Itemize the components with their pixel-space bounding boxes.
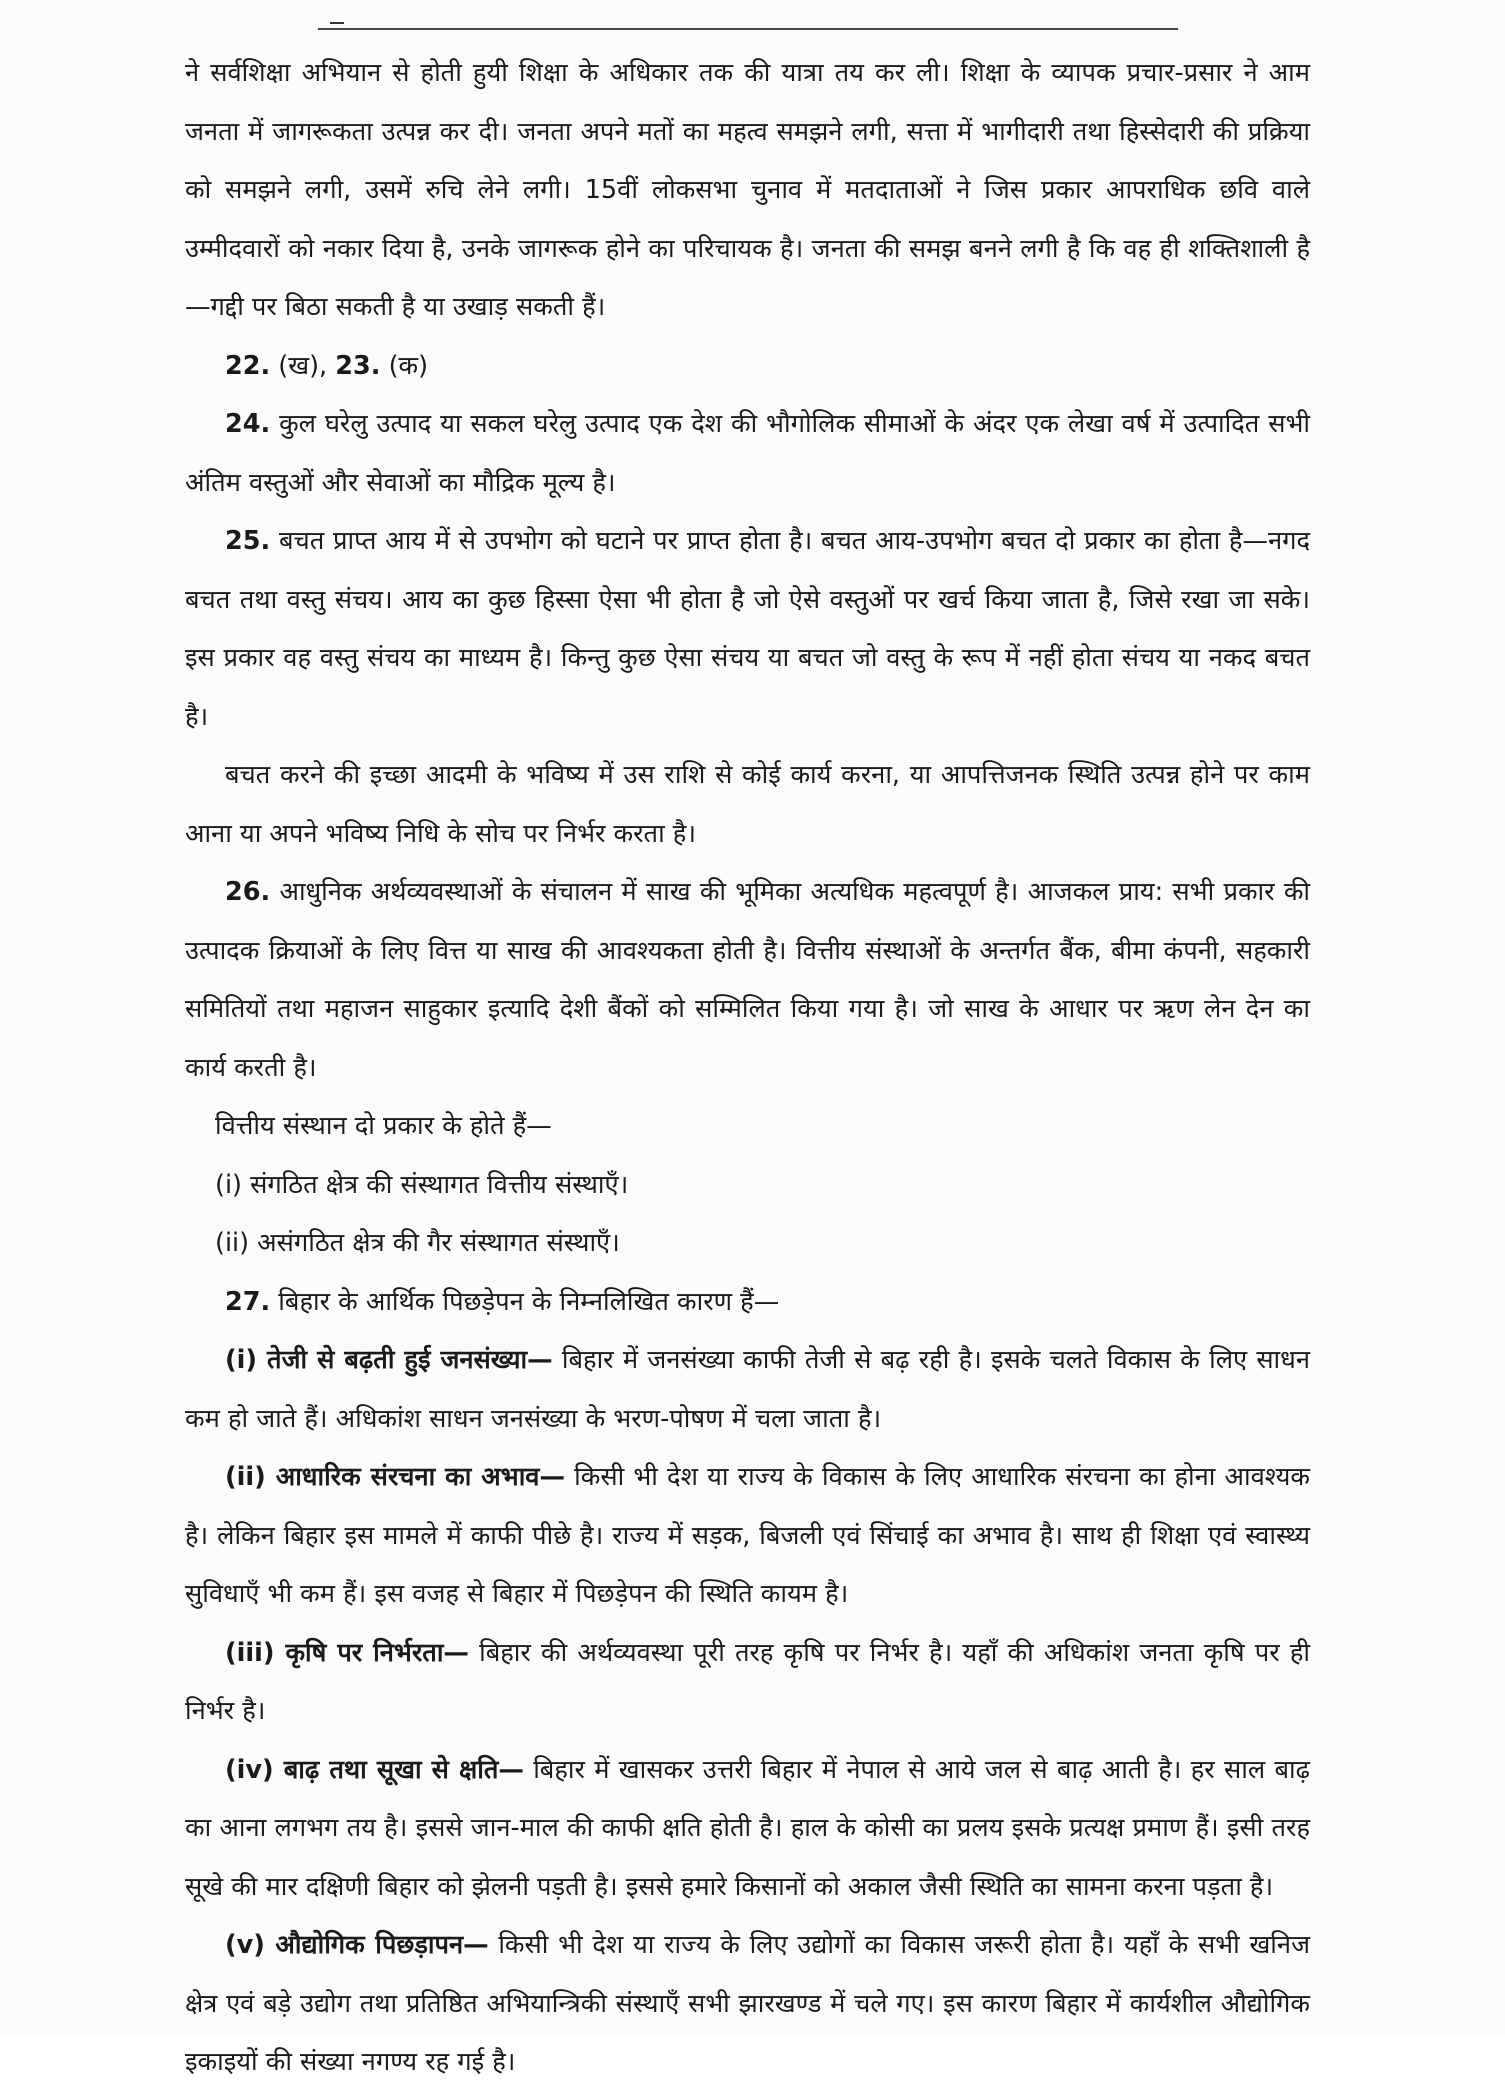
paragraph-text: आधुनिक अर्थव्यवस्थाओं के संचालन में साख की भूमिका अत्यधिक महत्वपूर्ण है। आजकल प्राय: सभी प्रकार की उत्पादक क्रियाओं के लिए वित्त या साख की आवश्यकता होती है। वित्तीय संस्थाओं के अन्तर्गत बैंक, बीमा कंपनी, सहकारी समितियों तथा महाजन साहुकार इत्यादि देशी बैंकों को सम्मिलित किया गया है। जो साख के आधार पर ऋण लेन देन का कार्य करती है। — [185, 877, 1311, 1083]
reason-population — [185, 1331, 1310, 1448]
paragraph-text: बिहार में खासकर उत्तरी बिहार में नेपाल से आये जल से बाढ़ आती है। हर साल बाढ़ का आना लगभग तय है। इससे जान-माल की काफी क्षति होती है। हाल के कोसी का प्रलय इसके प्रत्यक्ष प्रमाण हैं। इसी तरह सूखे की मार दक्षिणी बिहार को झेलनी पड़ती है। इससे हमारे किसानों को अकाल जैसी स्थिति का सामना करना पड़ता है। — [185, 1754, 1310, 1902]
answer-25 — [185, 512, 1310, 746]
question-number: 23. — [335, 350, 381, 381]
paragraph-text: बिहार की अर्थव्यवस्था पूरी तरह कृषि पर निर्भर है। यहाँ की अधिकांश जनता कृषि पर ही निर्भर है। — [185, 1637, 1310, 1726]
question-number: 25. — [225, 526, 271, 556]
question-number: 22. — [225, 350, 271, 381]
paragraph-text: बिहार के आर्थिक पिछड़ेपन के निम्नलिखित कारण हैं— — [278, 1286, 780, 1317]
list-item-organised — [185, 1156, 1310, 1215]
question-number: 27. — [225, 1286, 271, 1317]
paragraph-text: बिहार में जनसंख्या काफी तेजी से बढ़ रही है। इसके चलते विकास के लिए साधन कम हो जाते हैं। अधिकांश साधन जनसंख्या के भरण-पोषण में चला जाता है। — [185, 1345, 1310, 1434]
answer-text: (ख), — [278, 350, 328, 381]
reason-heading: (i) तेजी से बढ़ती हुई जनसंख्या— — [225, 1345, 553, 1375]
question-number: 24. — [225, 409, 271, 439]
paragraph-text: किसी भी देश या राज्य के लिए उद्योगों का विकास जरूरी होता है। यहाँ के सभी खनिज क्षेत्र एवं बड़े उद्योग तथा प्रतिष्ठित अभियान्त्रिकी संस्थाएँ सभी झारखण्ड में चले गए। इस कारण बिहार में कार्यशील औद्योगिक इकाइयों की संख्या नगण्य रह गई है। — [185, 1930, 1310, 2077]
financial-institutions-intro — [185, 1097, 1310, 1156]
answer-text: (क) — [388, 350, 429, 381]
reason-industrial — [185, 1916, 1310, 2092]
list-item-text: (ii) असंगठित क्षेत्र की गैर संस्थागत संस्थाएँ। — [215, 1228, 620, 1258]
reason-heading: (iv) बाढ़ तथा सूखा से क्षति— — [225, 1754, 524, 1785]
paragraph-text: कुल घरेलु उत्पाद या सकल घरेलु उत्पाद एक देश की भौगोलिक सीमाओं के अंदर एक लेखा वर्ष में उत्पादित सभी अंतिम वस्तुओं और सेवाओं का मौद्रिक मूल्य है। — [185, 409, 1310, 498]
reason-flood-drought — [185, 1741, 1310, 1917]
answer-25-continued — [185, 746, 1310, 863]
question-number: 26. — [225, 877, 271, 907]
paragraph-text: बचत करने की इच्छा आदमी के भविष्य में उस राशि से कोई कार्य करना, या आपत्तिजनक स्थिति उत्पन्न होने पर काम आना या अपने भविष्य निधि के सोच पर निर्भर करता है। — [185, 760, 1310, 849]
reason-heading: (iii) कृषि पर निर्भरता— — [225, 1637, 469, 1668]
top-rule — [318, 28, 1178, 30]
paragraph-text: वित्तीय संस्थान दो प्रकार के होते हैं— — [215, 1111, 552, 1141]
paragraph-text: किसी भी देश या राज्य के विकास के लिए आधारिक संरचना का होना आवश्यक है। लेकिन बिहार इस मामले में काफी पीछे है। राज्य में सड़क, बिजली एवं सिंचाई का अभाव है। साथ ही शिक्षा एवं स्वास्थ्य सुविधाएँ भी कम हैं। इस वजह से बिहार में पिछड़ेपन की स्थिति कायम है। — [185, 1462, 1311, 1609]
reason-heading: (ii) आधारिक संरचना का अभाव— — [225, 1462, 565, 1492]
paragraph-education — [185, 44, 1310, 337]
answers-22-23 — [185, 337, 1310, 396]
top-tick-mark — [330, 22, 344, 24]
answer-27 — [185, 1273, 1310, 1332]
document-body — [185, 44, 1310, 2092]
answer-24 — [185, 395, 1310, 512]
reason-agriculture — [185, 1624, 1310, 1741]
paragraph-text: बचत प्राप्त आय में से उपभोग को घटाने पर प्राप्त होता है। बचत आय-उपभोग बचत दो प्रकार का होता है—नगद बचत तथा वस्तु संचय। आय का कुछ हिस्सा ऐसा भी होता है जो ऐसे वस्तुओं पर खर्च किया जाता है, जिसे रखा जा सके। इस प्रकार वह वस्तु संचय का माध्यम है। किन्तु कुछ ऐसा संचय या बचत जो वस्तु के रूप में नहीं होता संचय या नकद बचत है। — [185, 526, 1310, 732]
list-item-text: (i) संगठित क्षेत्र की संस्थागत वित्तीय संस्थाएँ। — [215, 1169, 629, 1200]
list-item-unorganised — [185, 1214, 1310, 1273]
paragraph-text: ने सर्वशिक्षा अभियान से होती हुयी शिक्षा के अधिकार तक की यात्रा तय कर ली। शिक्षा के व्यापक प्रचार-प्रसार ने आम जनता में जागरूकता उत्पन्न कर दी। जनता अपने मतों का महत्व समझने लगी, सत्ता में भागीदारी तथा हिस्सेदारी की प्रक्रिया को समझने लगी, उसमें रुचि लेने लगी। 15वीं लोकसभा चुनाव में मतदाताओं ने जिस प्रकार आपराधिक छवि वाले उम्मीदवारों को नकार दिया है, उनके जागरूक होने का परिचायक है। जनता की समझ बनने लगी है कि वह ही शक्तिशाली है—गद्दी पर बिठा सकती है या उखाड़ सकती हैं। — [185, 58, 1310, 322]
answer-26 — [185, 863, 1310, 1097]
reason-infrastructure — [185, 1448, 1310, 1624]
reason-heading: (v) औद्योगिक पिछड़ापन— — [225, 1930, 489, 1960]
